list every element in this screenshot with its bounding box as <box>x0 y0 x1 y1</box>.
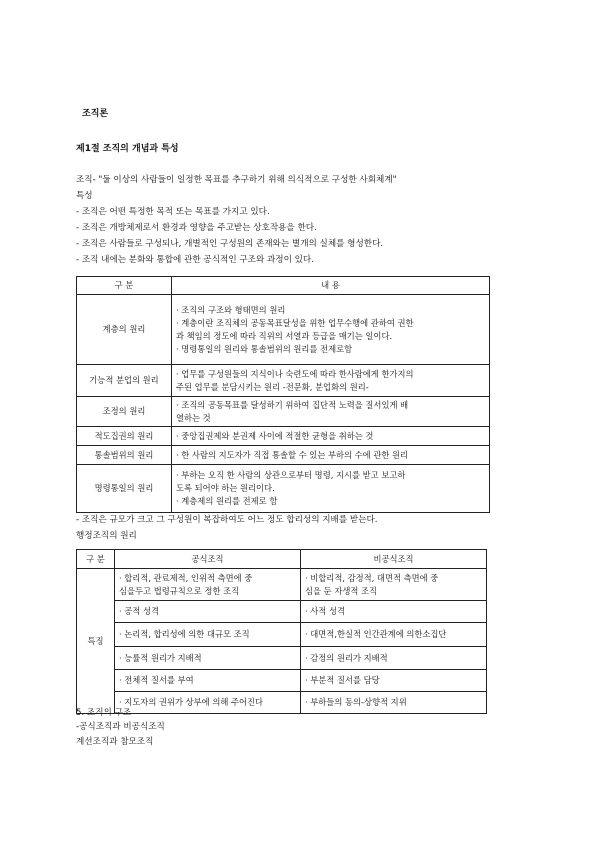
informal-cell: · 부분적 질서를 담당 <box>301 670 487 692</box>
table-row <box>77 427 490 446</box>
informal-cell: · 비합리적, 감정적, 대면적 측면에 중 심을 둔 자생적 조직 <box>301 569 487 601</box>
formal-cell: · 공적 성격 <box>115 601 301 623</box>
table-header-category: 구 분 <box>77 550 115 569</box>
principle-name: 명령통일의 원리 <box>77 465 172 513</box>
feature-item: - 조직은 사람들로 구성되나, 개별적인 구성원의 존재와는 별개의 실체를 형성한다. <box>76 239 384 249</box>
principle-name: 조정의 원리 <box>77 397 172 427</box>
table-header-informal: 비공식조직 <box>301 550 487 569</box>
principle-name: 적도집권의 원리 <box>77 427 172 446</box>
feature-item: - 조직은 어떤 특정한 목적 또는 목표를 가지고 있다. <box>76 207 270 217</box>
section-line: 계선조직과 참모조직 <box>76 737 154 747</box>
table-row <box>77 601 487 623</box>
chapter-title: 제1절 조직의 개념과 특성 <box>76 144 179 154</box>
principle-name: 계층의 원리 <box>77 295 172 365</box>
formal-cell: · 논리적, 합리성에 의한 대규모 조직 <box>115 623 301 647</box>
table-row <box>77 365 490 397</box>
formal-cell: · 능률적 원리가 지배적 <box>115 647 301 670</box>
principle-content: · 중앙집권제와 분권제 사이에 적절한 균형을 취하는 것 <box>172 427 490 446</box>
principles-table <box>76 276 490 513</box>
definition-text: 조직- "둘 이상의 사람들이 일정한 목표를 추구하기 위해 의식적으로 구성한 사회체계" <box>76 175 397 185</box>
note-after-table: - 조직은 규모가 크고 그 구성원이 복잡하여도 어느 정도 합리성의 지배를 받는다. <box>76 515 378 525</box>
informal-cell: · 부하들의 동의-상향적 지위 <box>301 692 487 714</box>
org-types-table <box>76 549 487 714</box>
informal-cell: · 사적 성격 <box>301 601 487 623</box>
table-row <box>77 692 487 714</box>
table-header-formal: 공식조직 <box>115 550 301 569</box>
principle-content: · 부하는 오직 한 사람의 상관으로부터 명령, 지시를 받고 보고하 도록 되어야 하는 원리이다. · 계층제의 원리를 전제로 함 <box>172 465 490 513</box>
table-row <box>77 569 487 601</box>
formal-cell: · 지도자의 권위가 상부에 의해 주어진다 <box>115 692 301 714</box>
types-heading: 행정조직의 원리 <box>76 531 137 541</box>
table-row <box>77 397 490 427</box>
formal-cell: · 전체적 질서를 부여 <box>115 670 301 692</box>
features-heading: 특성 <box>76 191 93 201</box>
table-header-content: 내 용 <box>172 277 490 295</box>
principle-content: · 조직의 공동목표를 달성하기 위하여 집단적 노력을 질서있게 배 열하는 것 <box>172 397 490 427</box>
table-row <box>77 670 487 692</box>
table-row <box>77 446 490 465</box>
feature-item: - 조직은 개방체제로서 환경과 영향을 주고받는 상호작용을 한다. <box>76 223 317 233</box>
table-row <box>77 623 487 647</box>
principle-name: 통솔범위의 원리 <box>77 446 172 465</box>
principle-name: 기능적 분업의 원리 <box>77 365 172 397</box>
section-line: 5. 조직의 구조 <box>76 708 132 718</box>
principle-content: · 한 사람의 지도자가 직접 통솔할 수 있는 부하의 수에 관한 원리 <box>172 446 490 465</box>
principle-content: · 조직의 구조와 형태면의 원리 · 계층이란 조직체의 공동목표달성을 위한 업무수행에 관하여 권한 과 책임의 정도에 따라 직위의 서열과 등급을 매기는 일이다. · 명령통일의 원리와 통솔범위의 원리를 전제로함 <box>172 295 490 365</box>
table-row <box>77 465 490 513</box>
principle-content: · 업무를 구성원들의 지식이나 숙련도에 따라 한사람에게 한가지의 주된 업무를 분담시키는 원리 -전문화, 분업화의 원리- <box>172 365 490 397</box>
table-row <box>77 295 490 365</box>
informal-cell: · 대면적,한실적 인간관계에 의한소집단 <box>301 623 487 647</box>
row-label-features: 특징 <box>77 569 115 714</box>
feature-item: - 조직 내에는 분화와 통합에 관한 공식적인 구조와 과정이 있다. <box>76 255 314 265</box>
page-heading: 조직론 <box>82 109 109 119</box>
table-header-category: 구 분 <box>77 277 172 295</box>
informal-cell: · 감정의 원리가 지배적 <box>301 647 487 670</box>
section-line: -공식조직과 비공식조직 <box>76 722 165 732</box>
table-row <box>77 647 487 670</box>
formal-cell: · 합리적, 관료제적, 인위적 측면에 중 심을두고 법령규칙으로 정한 조직 <box>115 569 301 601</box>
